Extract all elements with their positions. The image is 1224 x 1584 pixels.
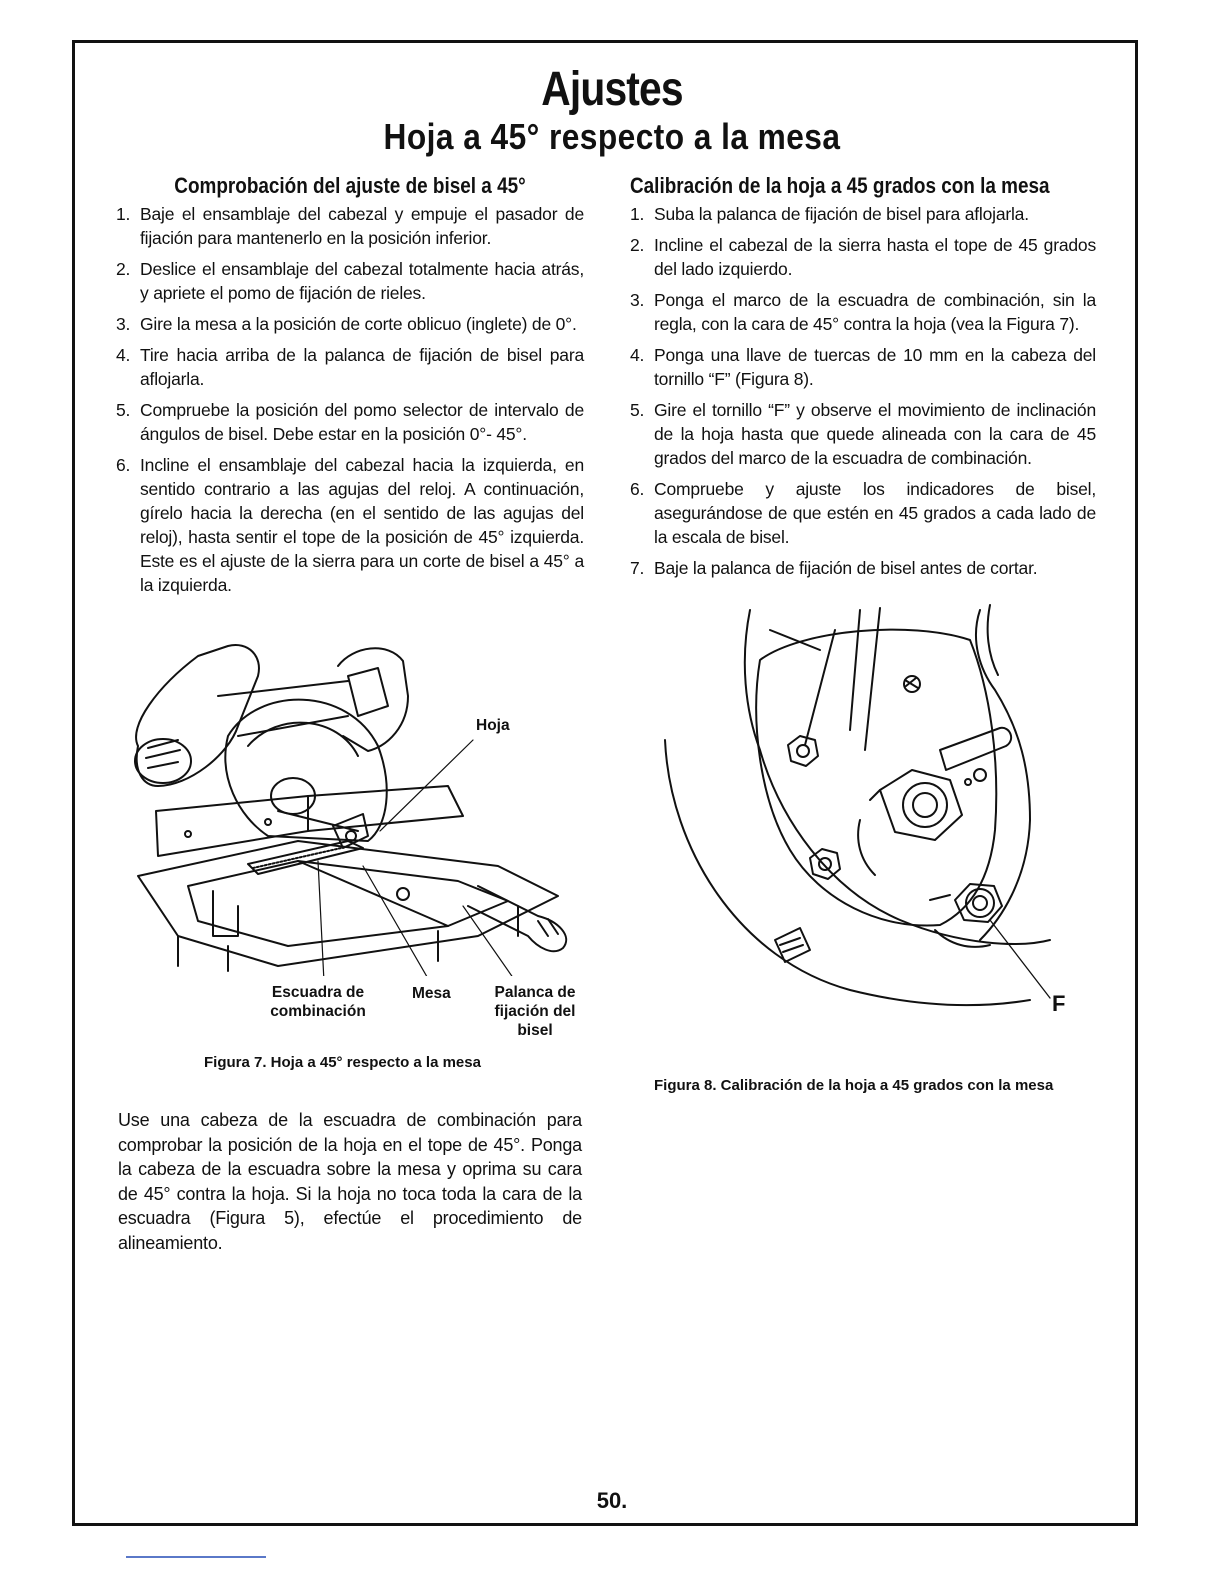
list-item: 4. Ponga una llave de tuercas de 10 mm en la cabeza del tornillo “F” (Figura 8). — [630, 345, 1096, 389]
left-steps-list — [116, 202, 584, 597]
left-column — [116, 174, 584, 604]
left-paragraph: Use una cabeza de la escuadra de combinación para comprobar la posición de la hoja en el tope de 45°. Ponga la cabeza de la escuadra sobre la mesa y oprima su cara de 45° contra la hoja. Si la hoja no toca toda la cara de la escuadra (Figura 5), efectúe el procedimiento de alineamiento. — [118, 1110, 582, 1253]
list-item: 5. Gire el tornillo “F” y observe el movimiento de inclinación de la hoja hasta que quede alineada con la cara de 45 grados del marco de la escuadra de combinación. — [630, 400, 1096, 468]
bevel-adjustment-illustration — [650, 600, 1070, 1020]
label-escuadra: Escuadra de combinación — [270, 984, 366, 1020]
label-palanca: Palanca de fijación del bisel — [494, 984, 576, 1039]
list-item: 3. Ponga el marco de la escuadra de combinación, sin la regla, con la cara de 45° contra la hoja (vea la Figura 7). — [630, 290, 1096, 334]
list-item: 4. Tire hacia arriba de la palanca de fijación de bisel para aflojarla. — [116, 345, 584, 389]
right-steps-list — [630, 202, 1096, 580]
list-item: 6. Compruebe y ajuste los indicadores de bisel, asegurándose de que estén en 45 grados a cada lado de la escala de bisel. — [630, 479, 1096, 547]
left-heading: Comprobación del ajuste de bisel a 45° — [174, 173, 526, 198]
page-subtitle: Hoja a 45° respecto a la mesa — [383, 116, 841, 157]
list-item: 3. Gire la mesa a la posición de corte oblicuo (inglete) de 0°. — [116, 314, 577, 334]
right-column — [630, 174, 1096, 587]
list-item: 5. Compruebe la posición del pomo selector de intervalo de ángulos de bisel. Debe estar en la posición 0°- 45°. — [116, 400, 584, 444]
right-heading: Calibración de la hoja a 45 grados con la mesa — [630, 173, 1050, 198]
page-number: 50. — [596, 1488, 628, 1513]
miter-saw-illustration — [118, 636, 588, 976]
footer-divider — [126, 1556, 266, 1558]
list-item: 6. Incline el ensamblaje del cabezal hacia la izquierda, en sentido contrario a las agujas del reloj. A continuación, gírelo hacia la derecha (en el sentido de las agujas del reloj), hasta sentir el tope de la posición de 45° izquierda. Este es el ajuste de la sierra para un corte de bisel a 45° a la izquierda. — [116, 455, 584, 595]
page-title: Ajustes — [541, 63, 683, 116]
list-item: 1. Baje el ensamblaje del cabezal y empuje el pasador de fijación para mantenerlo en la posición inferior. — [116, 204, 584, 248]
list-item: 2. Deslice el ensamblaje del cabezal totalmente hacia atrás, y apriete el pomo de fijación de rieles. — [116, 259, 584, 303]
label-hoja: Hoja — [476, 717, 510, 734]
list-item: 2. Incline el cabezal de la sierra hasta el tope de 45 grados del lado izquierdo. — [630, 235, 1096, 279]
label-mesa: Mesa — [412, 985, 451, 1002]
label-f: F — [1052, 991, 1066, 1016]
list-item: 1. Suba la palanca de fijación de bisel para aflojarla. — [630, 204, 1029, 224]
figure-7-caption: Figura 7. Hoja a 45° respecto a la mesa — [204, 1054, 481, 1071]
list-item: 7. Baje la palanca de fijación de bisel antes de cortar. — [630, 558, 1038, 578]
figure-8-caption: Figura 8. Calibración de la hoja a 45 grados con la mesa — [654, 1077, 1054, 1094]
